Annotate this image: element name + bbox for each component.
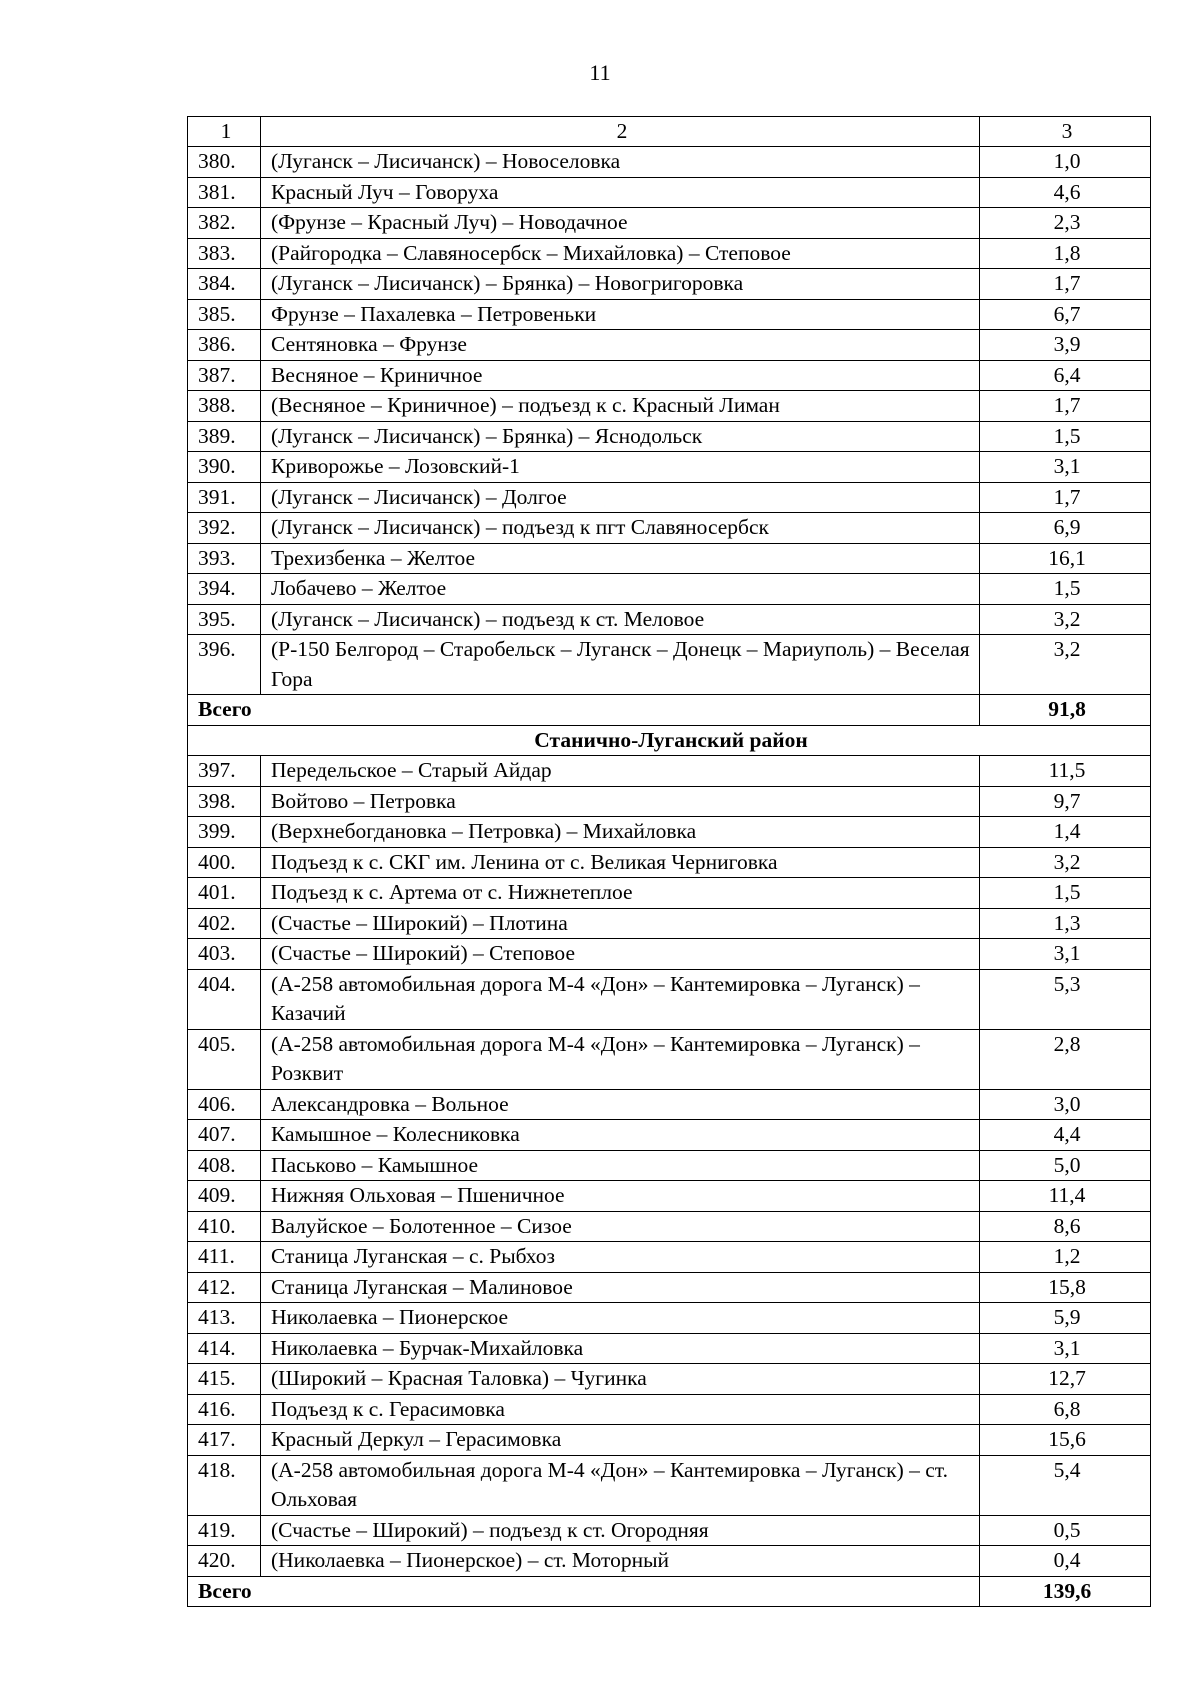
road-length: 0,5 bbox=[980, 1515, 1151, 1546]
table-row bbox=[188, 1333, 1151, 1364]
road-length: 15,6 bbox=[980, 1425, 1151, 1456]
row-number: 401. bbox=[188, 878, 261, 909]
road-length: 1,7 bbox=[980, 269, 1151, 300]
road-name: (Счастье – Широкий) – Плотина bbox=[261, 908, 980, 939]
road-name: Трехизбенка – Желтое bbox=[261, 543, 980, 574]
road-length: 0,4 bbox=[980, 1546, 1151, 1577]
row-number: 414. bbox=[188, 1333, 261, 1364]
table-row bbox=[188, 1272, 1151, 1303]
table-row bbox=[188, 878, 1151, 909]
table-row bbox=[188, 1181, 1151, 1212]
road-name: (Луганск – Лисичанск) – Брянка) – Новогригоровка bbox=[261, 269, 980, 300]
road-name: Подъезд к с. Герасимовка bbox=[261, 1394, 980, 1425]
road-name: Станица Луганская – Малиновое bbox=[261, 1272, 980, 1303]
table-row bbox=[188, 147, 1151, 178]
road-length: 1,8 bbox=[980, 238, 1151, 269]
total-row bbox=[188, 1576, 1151, 1607]
row-number: 386. bbox=[188, 330, 261, 361]
road-name: Станица Луганская – с. Рыбхоз bbox=[261, 1242, 980, 1273]
row-number: 416. bbox=[188, 1394, 261, 1425]
road-length: 6,7 bbox=[980, 299, 1151, 330]
row-number: 398. bbox=[188, 786, 261, 817]
road-length: 1,4 bbox=[980, 817, 1151, 848]
road-length: 4,6 bbox=[980, 177, 1151, 208]
road-name: (Счастье – Широкий) – Степовое bbox=[261, 939, 980, 970]
row-number: 415. bbox=[188, 1364, 261, 1395]
table-row bbox=[188, 482, 1151, 513]
header-col-3: 3 bbox=[980, 117, 1151, 147]
road-name: Подъезд к с. СКГ им. Ленина от с. Великая Черниговка bbox=[261, 847, 980, 878]
road-name: (Николаевка – Пионерское) – ст. Моторный bbox=[261, 1546, 980, 1577]
table-row bbox=[188, 1211, 1151, 1242]
total-value: 139,6 bbox=[980, 1576, 1151, 1607]
total-label: Всего bbox=[188, 1576, 980, 1607]
road-name: Лобачево – Желтое bbox=[261, 574, 980, 605]
road-length: 1,5 bbox=[980, 574, 1151, 605]
road-name: (Луганск – Лисичанск) – подъезд к пгт Славяносербск bbox=[261, 513, 980, 544]
row-number: 399. bbox=[188, 817, 261, 848]
table-row bbox=[188, 786, 1151, 817]
road-length: 6,9 bbox=[980, 513, 1151, 544]
road-name: Войтово – Петровка bbox=[261, 786, 980, 817]
road-length: 2,8 bbox=[980, 1029, 1151, 1089]
road-name: (А-258 автомобильная дорога М-4 «Дон» – Кантемировка – Луганск) – Розквит bbox=[261, 1029, 980, 1089]
row-number: 391. bbox=[188, 482, 261, 513]
table-row bbox=[188, 847, 1151, 878]
row-number: 407. bbox=[188, 1120, 261, 1151]
road-length: 3,9 bbox=[980, 330, 1151, 361]
road-length: 5,9 bbox=[980, 1303, 1151, 1334]
row-number: 419. bbox=[188, 1515, 261, 1546]
road-name: (Райгородка – Славяносербск – Михайловка) – Степовое bbox=[261, 238, 980, 269]
table-row bbox=[188, 1515, 1151, 1546]
table-row bbox=[188, 299, 1151, 330]
road-length: 5,0 bbox=[980, 1150, 1151, 1181]
row-number: 412. bbox=[188, 1272, 261, 1303]
road-length: 15,8 bbox=[980, 1272, 1151, 1303]
total-label: Всего bbox=[188, 695, 980, 726]
row-number: 387. bbox=[188, 360, 261, 391]
road-length: 1,5 bbox=[980, 878, 1151, 909]
row-number: 418. bbox=[188, 1455, 261, 1515]
road-name: (А-258 автомобильная дорога М-4 «Дон» – Кантемировка – Луганск) – Казачий bbox=[261, 969, 980, 1029]
header-col-2: 2 bbox=[261, 117, 980, 147]
road-name: Камышное – Колесниковка bbox=[261, 1120, 980, 1151]
road-length: 3,2 bbox=[980, 635, 1151, 695]
road-length: 3,1 bbox=[980, 1333, 1151, 1364]
road-length: 4,4 bbox=[980, 1120, 1151, 1151]
table-row bbox=[188, 177, 1151, 208]
row-number: 408. bbox=[188, 1150, 261, 1181]
road-length: 1,2 bbox=[980, 1242, 1151, 1273]
total-value: 91,8 bbox=[980, 695, 1151, 726]
road-length: 11,5 bbox=[980, 756, 1151, 787]
table-row bbox=[188, 1394, 1151, 1425]
road-length: 1,5 bbox=[980, 421, 1151, 452]
road-length: 8,6 bbox=[980, 1211, 1151, 1242]
road-name: (Фрунзе – Красный Луч) – Новодачное bbox=[261, 208, 980, 239]
row-number: 388. bbox=[188, 391, 261, 422]
table-row bbox=[188, 1303, 1151, 1334]
row-number: 383. bbox=[188, 238, 261, 269]
table-row bbox=[188, 1242, 1151, 1273]
road-name: (Луганск – Лисичанск) – Долгое bbox=[261, 482, 980, 513]
road-name: Фрунзе – Пахалевка – Петровеньки bbox=[261, 299, 980, 330]
table-row bbox=[188, 756, 1151, 787]
road-length: 1,0 bbox=[980, 147, 1151, 178]
row-number: 411. bbox=[188, 1242, 261, 1273]
road-name: Сентяновка – Фрунзе bbox=[261, 330, 980, 361]
roads-table bbox=[187, 116, 1151, 1607]
table-row bbox=[188, 1455, 1151, 1515]
road-length: 6,4 bbox=[980, 360, 1151, 391]
road-name: (Луганск – Лисичанск) – Брянка) – Яснодольск bbox=[261, 421, 980, 452]
road-length: 3,2 bbox=[980, 604, 1151, 635]
table-row bbox=[188, 452, 1151, 483]
page-number: 11 bbox=[589, 60, 611, 85]
row-number: 380. bbox=[188, 147, 261, 178]
road-length: 3,1 bbox=[980, 939, 1151, 970]
road-name: Паськово – Камышное bbox=[261, 1150, 980, 1181]
road-name: (А-258 автомобильная дорога М-4 «Дон» – Кантемировка – Луганск) – ст. Ольховая bbox=[261, 1455, 980, 1515]
table-row bbox=[188, 939, 1151, 970]
road-name: Красный Луч – Говоруха bbox=[261, 177, 980, 208]
row-number: 392. bbox=[188, 513, 261, 544]
row-number: 381. bbox=[188, 177, 261, 208]
road-name: (Луганск – Лисичанск) – подъезд к ст. Меловое bbox=[261, 604, 980, 635]
row-number: 382. bbox=[188, 208, 261, 239]
table-row bbox=[188, 817, 1151, 848]
row-number: 385. bbox=[188, 299, 261, 330]
row-number: 420. bbox=[188, 1546, 261, 1577]
table-row bbox=[188, 1089, 1151, 1120]
table-row bbox=[188, 604, 1151, 635]
header-col-1: 1 bbox=[188, 117, 261, 147]
road-length: 5,4 bbox=[980, 1455, 1151, 1515]
table-row bbox=[188, 513, 1151, 544]
table-row bbox=[188, 543, 1151, 574]
row-number: 397. bbox=[188, 756, 261, 787]
table-row bbox=[188, 969, 1151, 1029]
row-number: 405. bbox=[188, 1029, 261, 1089]
road-length: 1,7 bbox=[980, 482, 1151, 513]
road-length: 5,3 bbox=[980, 969, 1151, 1029]
row-number: 390. bbox=[188, 452, 261, 483]
road-name: Подъезд к с. Артема от с. Нижнетеплое bbox=[261, 878, 980, 909]
road-name: Нижняя Ольховая – Пшеничное bbox=[261, 1181, 980, 1212]
road-length: 3,0 bbox=[980, 1089, 1151, 1120]
row-number: 395. bbox=[188, 604, 261, 635]
row-number: 394. bbox=[188, 574, 261, 605]
row-number: 400. bbox=[188, 847, 261, 878]
row-number: 417. bbox=[188, 1425, 261, 1456]
road-length: 16,1 bbox=[980, 543, 1151, 574]
road-name: (Верхнебогдановка – Петровка) – Михайловка bbox=[261, 817, 980, 848]
table-row bbox=[188, 238, 1151, 269]
row-number: 396. bbox=[188, 635, 261, 695]
row-number: 403. bbox=[188, 939, 261, 970]
road-name: (Весняное – Криничное) – подъезд к с. Красный Лиман bbox=[261, 391, 980, 422]
road-name: Николаевка – Бурчак-Михайловка bbox=[261, 1333, 980, 1364]
row-number: 404. bbox=[188, 969, 261, 1029]
road-length: 11,4 bbox=[980, 1181, 1151, 1212]
table-row bbox=[188, 574, 1151, 605]
road-name: Красный Деркул – Герасимовка bbox=[261, 1425, 980, 1456]
row-number: 406. bbox=[188, 1089, 261, 1120]
row-number: 393. bbox=[188, 543, 261, 574]
road-name: Николаевка – Пионерское bbox=[261, 1303, 980, 1334]
row-number: 402. bbox=[188, 908, 261, 939]
road-length: 1,3 bbox=[980, 908, 1151, 939]
row-number: 409. bbox=[188, 1181, 261, 1212]
table-row bbox=[188, 1425, 1151, 1456]
table-row bbox=[188, 421, 1151, 452]
road-name: Весняное – Криничное bbox=[261, 360, 980, 391]
road-length: 12,7 bbox=[980, 1364, 1151, 1395]
table-row bbox=[188, 908, 1151, 939]
table-row bbox=[188, 269, 1151, 300]
road-name: Передельское – Старый Айдар bbox=[261, 756, 980, 787]
road-length: 9,7 bbox=[980, 786, 1151, 817]
row-number: 384. bbox=[188, 269, 261, 300]
table-row bbox=[188, 1150, 1151, 1181]
road-name: Валуйское – Болотенное – Сизое bbox=[261, 1211, 980, 1242]
table-row bbox=[188, 1029, 1151, 1089]
table-row bbox=[188, 635, 1151, 695]
row-number: 389. bbox=[188, 421, 261, 452]
road-length: 3,1 bbox=[980, 452, 1151, 483]
road-name: Криворожье – Лозовский-1 bbox=[261, 452, 980, 483]
table-row bbox=[188, 330, 1151, 361]
table-row bbox=[188, 1120, 1151, 1151]
district-heading-row bbox=[188, 725, 1151, 756]
table-header-row bbox=[188, 117, 1151, 147]
district-heading: Станично-Луганский район bbox=[188, 725, 1151, 756]
table-row bbox=[188, 1364, 1151, 1395]
row-number: 413. bbox=[188, 1303, 261, 1334]
total-row bbox=[188, 695, 1151, 726]
road-length: 1,7 bbox=[980, 391, 1151, 422]
road-name: (Луганск – Лисичанск) – Новоселовка bbox=[261, 147, 980, 178]
road-length: 2,3 bbox=[980, 208, 1151, 239]
road-length: 3,2 bbox=[980, 847, 1151, 878]
table-row bbox=[188, 1546, 1151, 1577]
road-name: (Р-150 Белгород – Старобельск – Луганск – Донецк – Мариуполь) – Веселая Гора bbox=[261, 635, 980, 695]
row-number: 410. bbox=[188, 1211, 261, 1242]
road-name: (Счастье – Широкий) – подъезд к ст. Огородняя bbox=[261, 1515, 980, 1546]
road-length: 6,8 bbox=[980, 1394, 1151, 1425]
road-name: Александровка – Вольное bbox=[261, 1089, 980, 1120]
road-name: (Широкий – Красная Таловка) – Чугинка bbox=[261, 1364, 980, 1395]
table-row bbox=[188, 208, 1151, 239]
table-row bbox=[188, 391, 1151, 422]
table-row bbox=[188, 360, 1151, 391]
